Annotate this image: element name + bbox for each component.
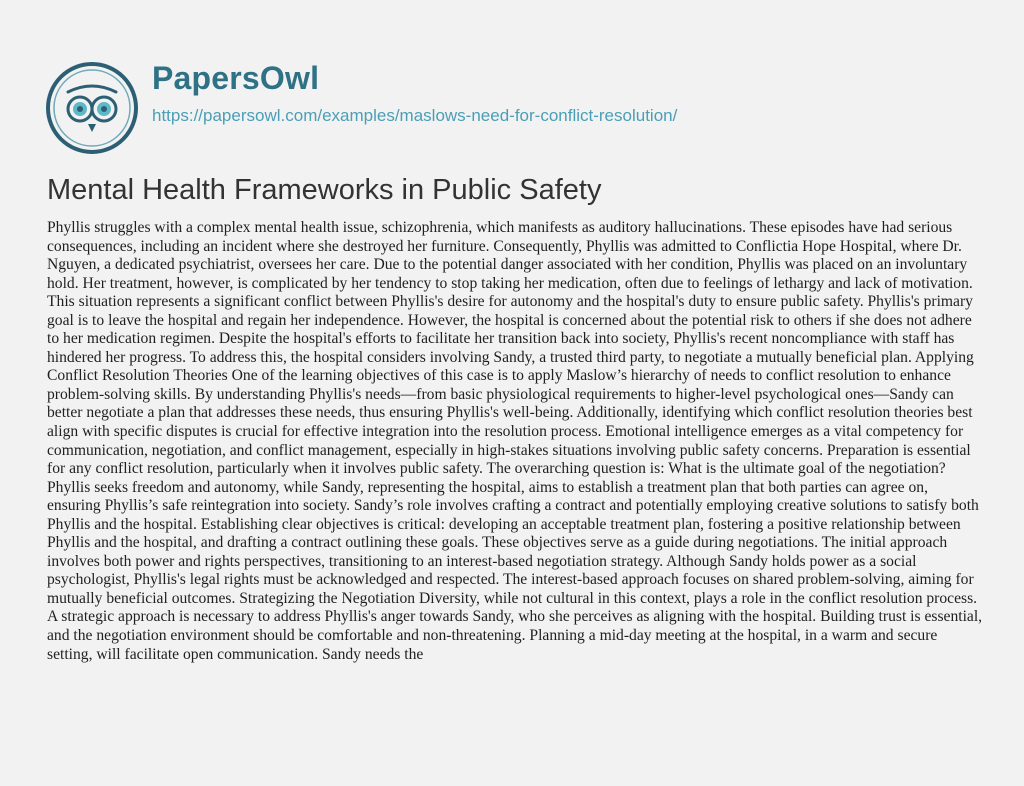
- brand-name: PapersOwl: [152, 60, 320, 96]
- owl-eyes-logo-icon: [46, 62, 138, 154]
- document-title: Mental Health Frameworks in Public Safety: [47, 174, 602, 206]
- site-header: [0, 0, 1024, 160]
- page-url: https://papersowl.com/examples/maslows-need-for-conflict-resolution/: [152, 106, 678, 125]
- document-body: Phyllis struggles with a complex mental health issue, schizophrenia, which manifests as auditory hallucinations. These episodes have had serious consequences, including an incident where she destroyed her furniture. Consequently, Phyllis was admitted to Conflictia Hope Hospital, where Dr. Nguyen, a dedicated psychiatrist, oversees her care. Due to the potential danger associated with her condition, Phyllis was placed on an involuntary hold. Her treatment, however, is complicated by her tendency to stop taking her medication, often due to feelings of lethargy and lack of motivation. This situation represents a significant conflict between Phyllis's desire for autonomy and the hospital's duty to ensure public safety. Phyllis's primary goal is to leave the hospital and regain her independence. However, the hospital is concerned about the potential risk to others if she does not adhere to her medication regimen. Despite the hospital's efforts to facilitate her transition back into society, Phyllis's recent noncompliance with staff has hindered her progress. To address this, the hospital considers involving Sandy, a trusted third party, to negotiate a mutually beneficial plan. Applying Conflict Resolution Theories One of the learning objectives of this case is to apply Maslow’s hierarchy of needs to conflict resolution to enhance problem-solving skills. By understanding Phyllis's needs—from basic physiological requirements to higher-level psychological ones—Sandy can better negotiate a plan that addresses these needs, thus ensuring Phyllis's well-being. Additionally, identifying which conflict resolution theories best align with specific disputes is crucial for effective integration into the resolution process. Emotional intelligence emerges as a vital competency for communication, negotiation, and conflict management, especially in high-stakes situations involving public safety concerns. Preparation is essential for any conflict resolution, particularly when it involves public safety. The overarching question is: What is the ultimate goal of the negotiation? Phyllis seeks freedom and autonomy, while Sandy, representing the hospital, aims to establish a treatment plan that both parties can agree on, ensuring Phyllis’s safe reintegration into society. Sandy’s role involves crafting a contract and potentially employing creative solutions to satisfy both Phyllis and the hospital. Establishing clear objectives is critical: developing an acceptable treatment plan, fostering a positive relationship between Phyllis and the hospital, and drafting a contract outlining these goals. These objectives serve as a guide during negotiations. The initial approach involves both power and rights perspectives, transitioning to an interest-based negotiation strategy. Although Sandy holds power as a social psychologist, Phyllis's legal rights must be acknowledged and respected. The interest-based approach focuses on shared problem-solving, aiming for mutually beneficial outcomes. Strategizing the Negotiation Diversity, while not cultural in this context, plays a role in the conflict resolution process. A strategic approach is necessary to address Phyllis's anger towards Sandy, who she perceives as aligning with the hospital. Building trust is essential, and the negotiation environment should be comfortable and non-threatening. Planning a mid-day meeting at the hospital, in a warm and secure setting, will facilitate open communication. Sandy needs the: [47, 219, 983, 663]
- page-bottom-margin: [0, 772, 1024, 786]
